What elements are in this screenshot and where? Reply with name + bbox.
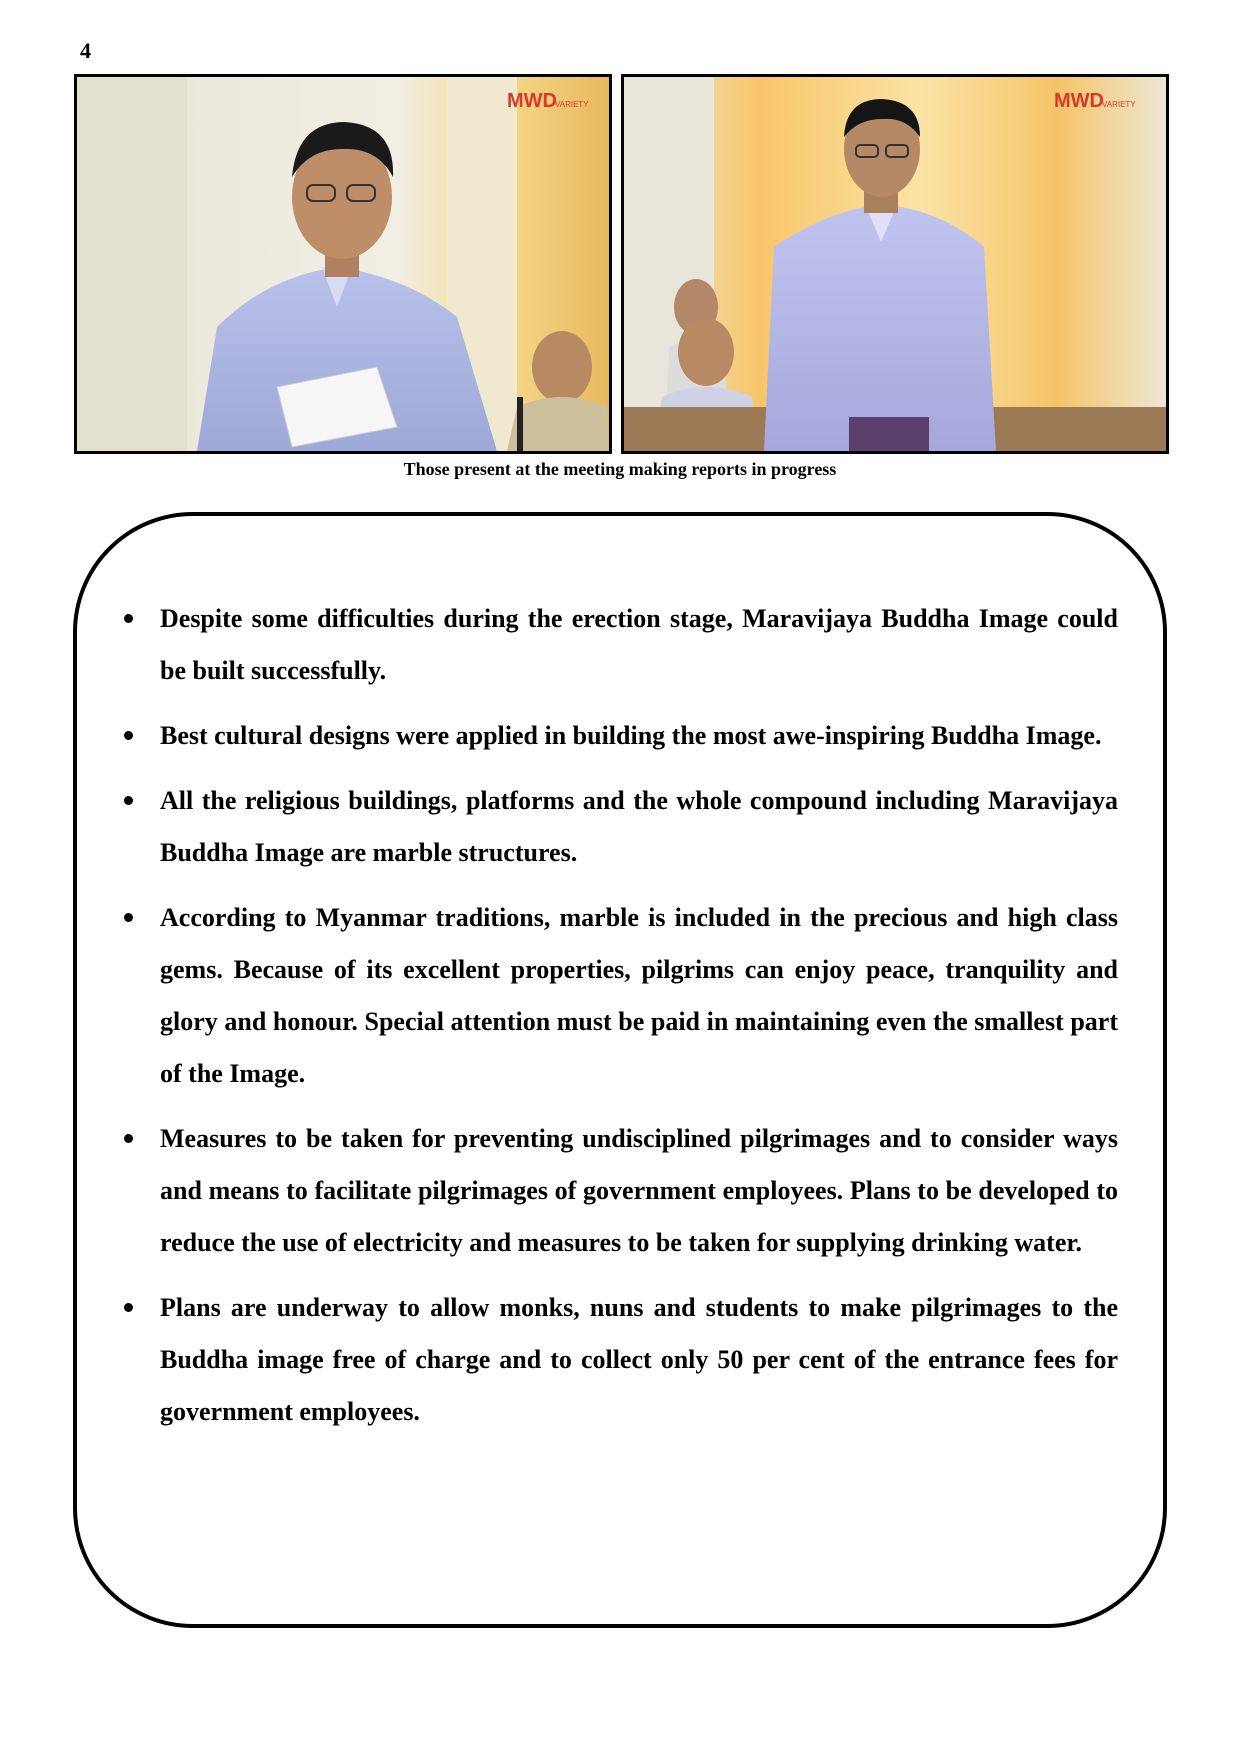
photo-caption: Those present at the meeting making reports in progress (403, 459, 837, 479)
bullet-icon (124, 913, 133, 922)
bullet-icon (124, 1134, 133, 1143)
bullet-item: Plans are underway to allow monks, nuns and students to make pilgrimages to the Buddha image free of charge and to collect only 50 per cent of the entrance fees for government employees. (120, 1282, 1118, 1438)
watermark-logo: MWD (1054, 90, 1104, 112)
bullet-icon (124, 796, 133, 805)
bullet-icon (124, 614, 133, 623)
page-number: 4 (80, 38, 91, 63)
watermark-logo-sub: VARIETY (1102, 100, 1136, 109)
bullet-list (120, 593, 1118, 1451)
watermark-logo-sub: VARIETY (555, 100, 589, 109)
photo-speaker-left (74, 74, 612, 454)
bullet-icon (124, 731, 133, 740)
bullet-item: Best cultural designs were applied in building the most awe-inspiring Buddha Image. (120, 710, 1118, 762)
bullet-item: All the religious buildings, platforms and the whole compound including Maravijaya Buddha Image are marble structures. (120, 775, 1118, 879)
bullet-item: Despite some difficulties during the erection stage, Maravijaya Buddha Image could be built successfully. (120, 593, 1118, 697)
bullet-item: According to Myanmar traditions, marble is included in the precious and high class gems. Because of its excellent properties, pilgrims can enjoy peace, tranquility and glory and honour. Special attention must be paid in maintaining even the smallest part of the Image. (120, 892, 1118, 1100)
bullet-item: Measures to be taken for preventing undisciplined pilgrimages and to consider ways and means to facilitate pilgrimages of government employees. Plans to be developed to reduce the use of electricity and measures to be taken for supplying drinking water. (120, 1113, 1118, 1269)
bullet-icon (124, 1303, 133, 1312)
watermark-logo: MWD (507, 90, 557, 112)
photo-speaker-right (621, 74, 1169, 454)
